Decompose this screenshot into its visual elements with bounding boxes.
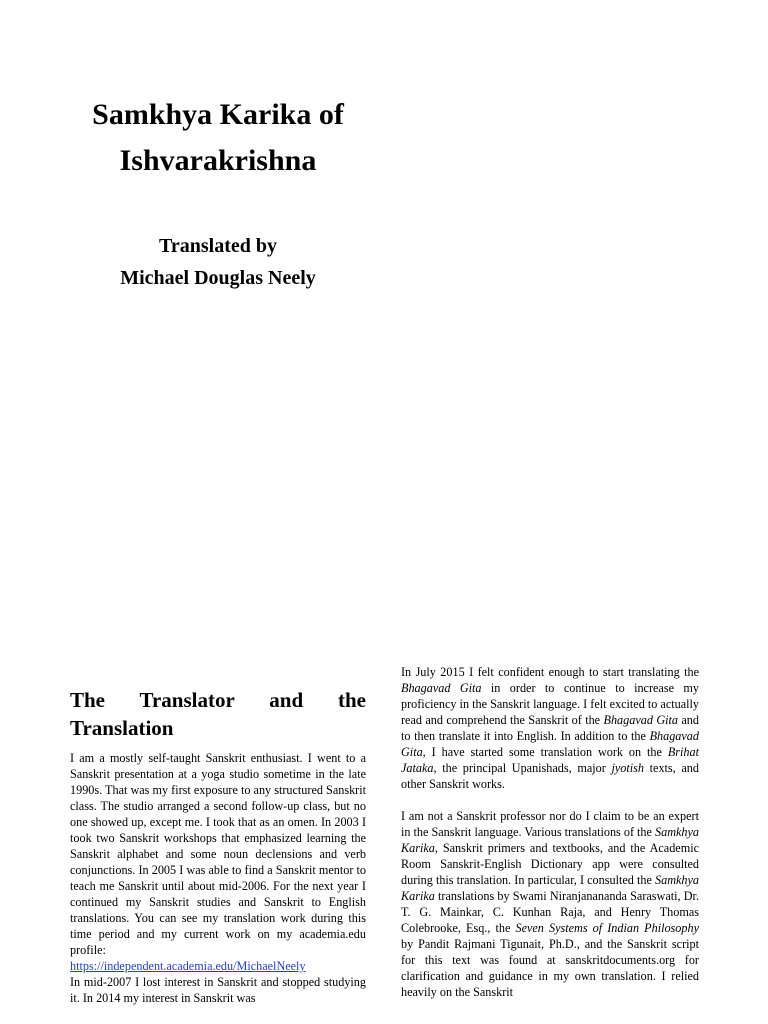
italic-title: Samkhya Karika [401, 873, 699, 903]
text-run: by Pandit Rajmani Tigunait, Ph.D., and the Sanskrit script for this text was found at sanskritdocuments.org for clarification and guidance in my own translation. I relied heavily on the Sanskrit [401, 937, 699, 999]
text-run: and to then translate it into English. In addition to the [401, 713, 699, 743]
italic-title: Brihat Jataka [401, 745, 699, 775]
italic-title: Bhagavad Gita [401, 729, 699, 759]
text-run: , Sanskrit primers and textbooks, and the Academic Room Sanskrit-English Dictionary app were consulted during this translation. In particular, I consulted the [401, 841, 699, 887]
text-run: , the principal Upanishads, major [433, 761, 612, 775]
section-heading [70, 686, 366, 742]
text-run: translations by Swami Niranjanananda Saraswati, Dr. T. G. Mainkar, C. Kunhan Raja, and Henry Thomas Colebrooke, Esq., the [401, 889, 699, 935]
italic-term: jyotish [611, 761, 644, 775]
text-run: In July 2015 I felt confident enough to start translating the [401, 665, 699, 679]
body-paragraph [401, 808, 699, 1000]
document-title [60, 92, 376, 184]
section-heading-line-2: Translation [70, 716, 174, 740]
translator-credit [60, 230, 376, 294]
credit-line-1: Translated by [159, 235, 277, 257]
text-run: I am not a Sanskrit professor nor do I claim to be an expert in the Sanskrit language. Various translations of the [401, 809, 699, 839]
title-line-1: Samkhya Karika of [92, 98, 344, 131]
title-line-2: Ishvarakrishna [119, 144, 317, 177]
body-paragraph [401, 664, 699, 792]
body-paragraph: I am a mostly self-taught Sanskrit enthusiast. I went to a Sanskrit presentation at a yoga studio sometime in the late 1990s. That was my first exposure to any structured Sanskrit class. The studio arranged a second follow-up class, but no one showed up, except me. I took that as an omen. In 2003 I took two Sanskrit workshops that emphasized learning the Sanskrit alphabet and some noun declensions and verb conjunctions. In 2005 I was able to find a Sanskrit mentor to teach me Sanskrit until about mid-2006. For the next year I continued my Sanskrit studies and Sanskrit to English translations. You can see my translation work during this time period and my current work on my academia.edu profile: [70, 751, 366, 957]
academia-profile-link[interactable]: https://independent.academia.edu/MichaelNeely [70, 959, 306, 973]
italic-title: Samkhya Karika [401, 825, 699, 855]
text-run: texts, and other Sanskrit works. [401, 761, 699, 791]
credit-line-2: Michael Douglas Neely [120, 267, 316, 289]
italic-title: Bhagavad Gita [401, 681, 482, 695]
italic-title: Bhagavad Gita [603, 713, 678, 727]
italic-title: Seven Systems of Indian Philosophy [515, 921, 699, 935]
section-heading-line-1: The Translator and the [70, 688, 366, 712]
text-run: in order to continue to increase my proficiency in the Sanskrit language. I felt excited to actually read and comprehend the Sanskrit of the [401, 681, 699, 727]
text-run: , I have started some translation work on the [422, 745, 668, 759]
right-column [401, 664, 699, 1000]
body-paragraph: In mid-2007 I lost interest in Sanskrit and stopped studying it. In 2014 my interest in Sanskrit was [70, 975, 366, 1005]
left-column [70, 686, 366, 1006]
